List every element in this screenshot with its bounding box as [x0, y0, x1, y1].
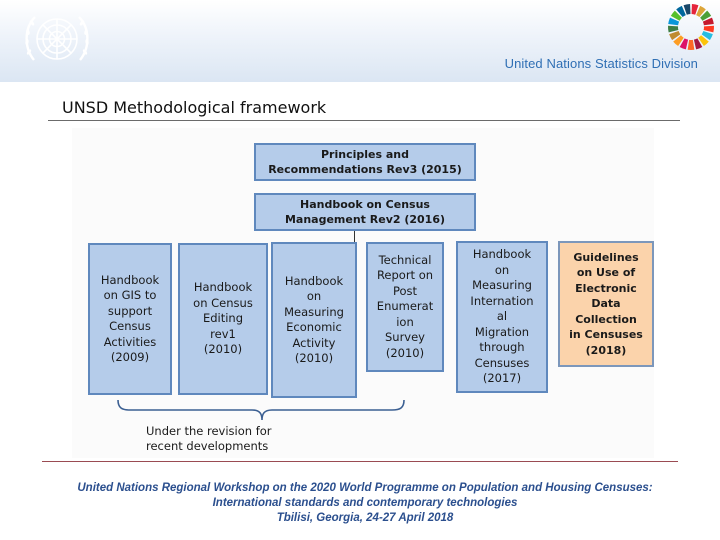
- publication-line: (2009): [110, 350, 150, 364]
- revision-note: [146, 424, 346, 454]
- publication-line: in Censuses: [569, 328, 643, 342]
- publication-line: Technical: [378, 252, 432, 267]
- footer-divider: [42, 461, 678, 462]
- division-name: United Nations Statistics Division: [504, 56, 698, 71]
- publication-line: al: [496, 309, 508, 324]
- publication-line: Post: [392, 283, 418, 298]
- box-text: Principles and: [321, 148, 409, 161]
- publication-line: Report on: [376, 268, 434, 283]
- publication-line: on: [494, 262, 510, 277]
- publication-line: Electronic: [575, 281, 637, 295]
- publication-line: (2010): [385, 345, 425, 360]
- publication-line: Handbook: [284, 273, 344, 288]
- publication-line: on GIS to: [103, 288, 157, 302]
- publication-line: (2017): [482, 371, 522, 386]
- footer-text: [30, 481, 700, 526]
- publication-line: (2018): [585, 343, 627, 357]
- sdg-wheel-segment: [668, 26, 678, 33]
- sdg-wheel-segment: [704, 26, 714, 33]
- publication-line: Measuring: [472, 278, 532, 293]
- publication-box-4: [366, 242, 444, 372]
- slide-title: UNSD Methodological framework: [62, 98, 327, 117]
- framework-diagram: [72, 128, 654, 458]
- publication-line: (2010): [203, 342, 243, 357]
- publication-line: (2010): [294, 351, 334, 365]
- box-text: Handbook on Census: [300, 198, 430, 211]
- revision-note-line: Under the revision for: [146, 424, 272, 438]
- revision-note-line: recent developments: [146, 439, 269, 453]
- publication-line: through: [479, 340, 525, 355]
- publication-line: Handbook: [472, 247, 532, 262]
- publication-line: Survey: [384, 330, 425, 345]
- publication-line: Handbook: [100, 272, 160, 287]
- sdg-wheel-segment: [688, 40, 695, 50]
- publication-line: Editing: [202, 311, 244, 326]
- publication-line: Measuring: [284, 304, 344, 319]
- publication-line: on Use of: [576, 266, 636, 280]
- publication-line: Censuses: [474, 355, 530, 370]
- publication-line: support: [107, 303, 153, 318]
- publication-line: Migration: [474, 324, 530, 339]
- publication-line: Internation: [470, 293, 534, 308]
- principles-recommendations-box: [254, 143, 476, 181]
- publication-line: Activities: [103, 334, 157, 349]
- publication-line: Activity: [292, 335, 336, 350]
- un-emblem-icon: [20, 8, 94, 74]
- publication-box-1: [88, 243, 172, 395]
- publication-line: rev1: [210, 326, 236, 341]
- publication-line: on Census: [193, 295, 253, 310]
- footer-line: United Nations Regional Workshop on the 2020 World Programme on Population and Housing Censuses:: [77, 482, 653, 494]
- publication-line: Census: [109, 319, 151, 333]
- title-divider: [48, 120, 680, 121]
- publication-line: Guidelines: [573, 250, 639, 264]
- publication-box-3: [271, 242, 357, 398]
- publication-line: ion: [396, 314, 414, 329]
- publication-line: on: [306, 289, 322, 303]
- publication-box-2: [178, 243, 268, 395]
- box-text: Recommendations Rev3 (2015): [268, 163, 462, 176]
- publication-box-6: [558, 241, 654, 367]
- publication-box-5: [456, 241, 548, 393]
- header-banner: [0, 0, 720, 82]
- census-management-box: [254, 193, 476, 231]
- publication-line: Economic: [286, 320, 342, 334]
- publication-line: Handbook: [193, 280, 253, 295]
- box-text: Management Rev2 (2016): [284, 213, 446, 226]
- revision-bracket: [116, 398, 406, 422]
- footer-line: International standards and contemporary technologies: [212, 497, 518, 509]
- publication-line: Data: [591, 297, 621, 311]
- sdg-wheel-icon: [666, 2, 716, 52]
- footer-line: Tbilisi, Georgia, 24-27 April 2018: [276, 512, 454, 524]
- publication-line: Enumerat: [376, 299, 434, 314]
- publication-line: Collection: [575, 312, 637, 326]
